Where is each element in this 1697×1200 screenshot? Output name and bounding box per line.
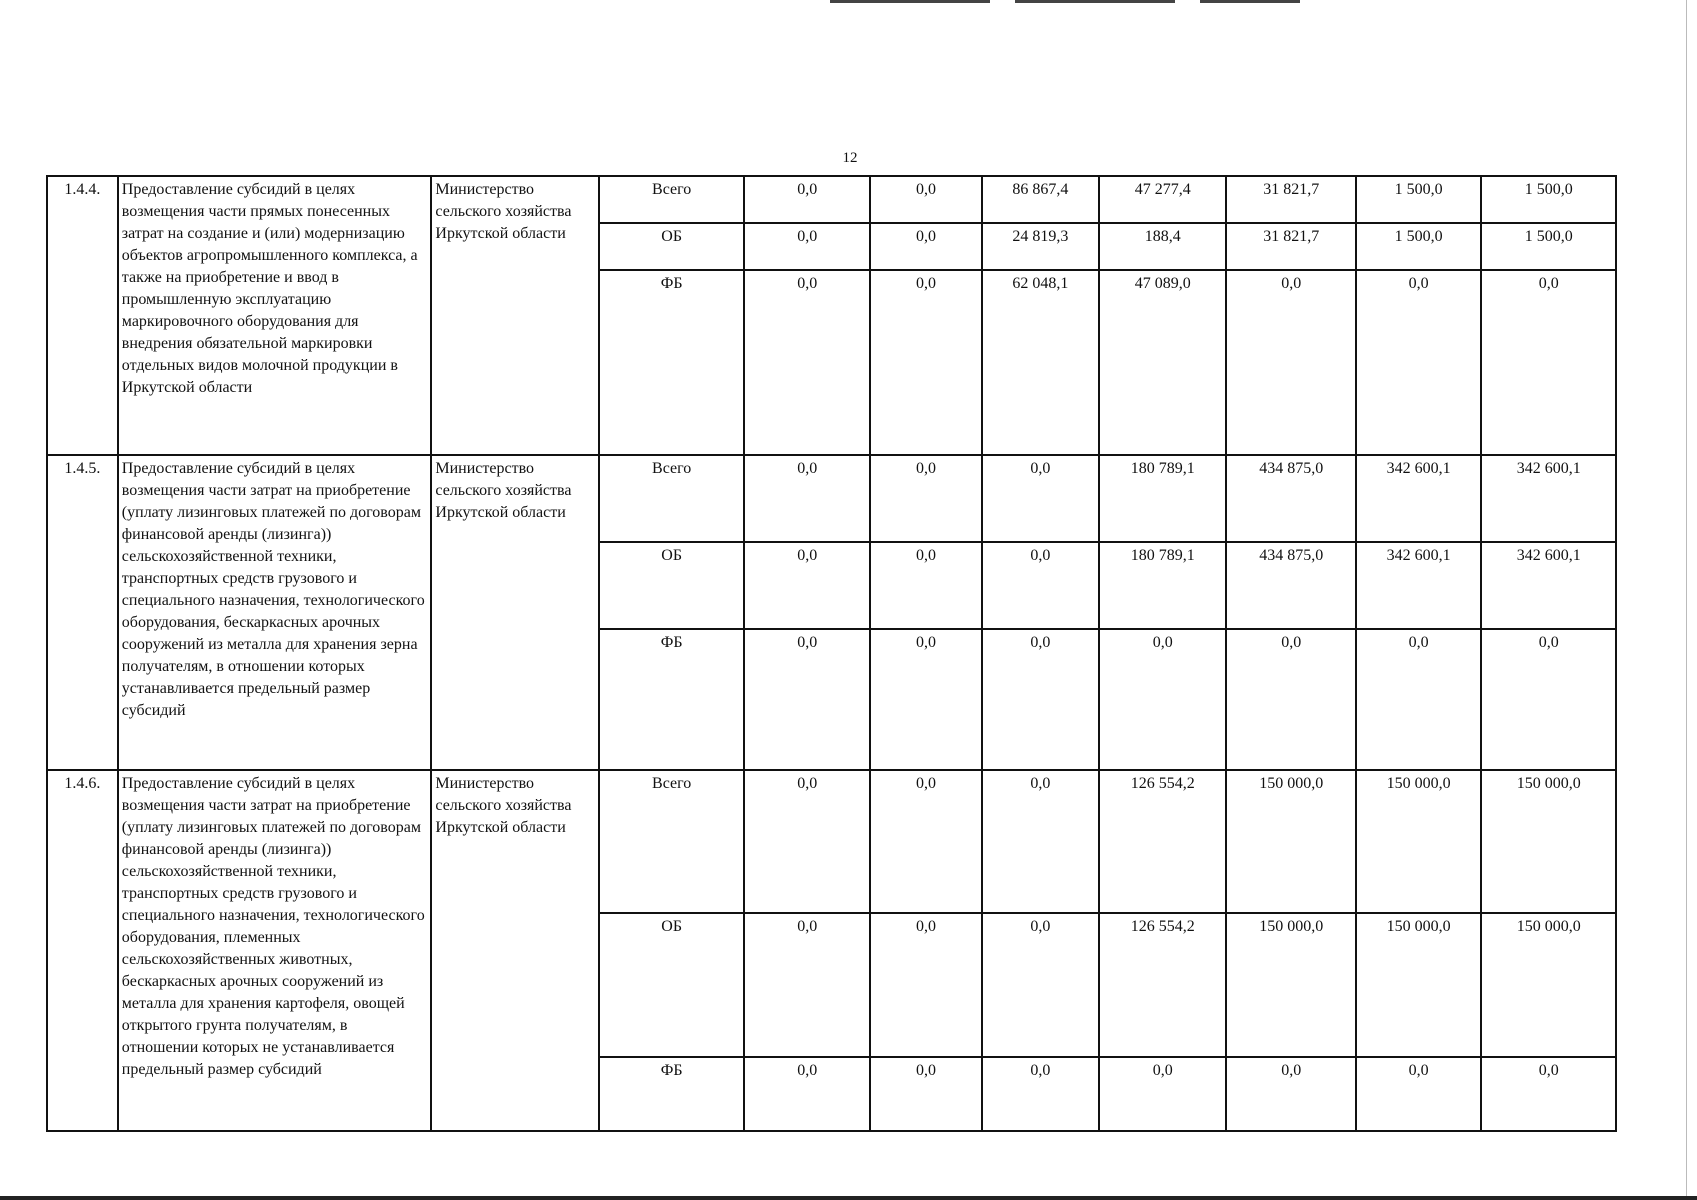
value-cell: 0,0 [744, 455, 870, 542]
value-cell: 434 875,0 [1226, 542, 1355, 629]
value-cell: 0,0 [870, 542, 981, 629]
value-cell: 0,0 [744, 176, 870, 223]
value-cell: 0,0 [1356, 1057, 1481, 1131]
table-row [47, 176, 1616, 223]
value-cell: 0,0 [744, 629, 870, 770]
scan-edge-bottom [0, 1196, 1697, 1200]
value-cell: 0,0 [870, 913, 981, 1057]
value-cell: 31 821,7 [1226, 176, 1355, 223]
value-cell: 1 500,0 [1481, 223, 1616, 270]
value-cell: 0,0 [1226, 1057, 1355, 1131]
value-cell: 0,0 [744, 1057, 870, 1131]
value-cell: 434 875,0 [1226, 455, 1355, 542]
funding-source: ФБ [599, 629, 744, 770]
value-cell: 126 554,2 [1099, 913, 1226, 1057]
funding-source: ОБ [599, 913, 744, 1057]
scan-edge-right [1686, 0, 1687, 1200]
value-cell: 1 500,0 [1356, 176, 1481, 223]
funding-source: Всего [599, 455, 744, 542]
value-cell: 0,0 [744, 542, 870, 629]
table-row [47, 455, 1616, 542]
value-cell: 0,0 [982, 1057, 1099, 1131]
value-cell: 0,0 [1356, 629, 1481, 770]
value-cell: 0,0 [870, 1057, 981, 1131]
measure-name: Предоставление субсидий в целях возмещения части затрат на приобретение (уплату лизинговых платежей по договорам финансовой аренды (лизинга)) сельскохозяйственной техники, транспортных средств грузового и специального назначения, технологического оборудования, племенных сельскохозяйственных животных, бескаркасных арочных сооружений из металла для хранения картофеля, овощей открытого грунта получателям, в отношении которых не устанавливается предельный размер субсидий [118, 770, 432, 1131]
page-number: 12 [842, 150, 858, 166]
value-cell: 150 000,0 [1226, 770, 1355, 913]
measure-name: Предоставление субсидий в целях возмещения части затрат на приобретение (уплату лизинговых платежей по договорам финансовой аренды (лизинга)) сельскохозяйственной техники, транспортных средств грузового и специального назначения, технологического оборудования, бескаркасных арочных сооружений из металла для хранения зерна получателям, в отношении которых устанавливается предельный размер субсидий [118, 455, 432, 770]
executor: Министерство сельского хозяйства Иркутской области [431, 455, 599, 770]
value-cell: 342 600,1 [1481, 542, 1616, 629]
value-cell: 0,0 [1099, 1057, 1226, 1131]
value-cell: 126 554,2 [1099, 770, 1226, 913]
funding-source: ФБ [599, 1057, 744, 1131]
funding-source: ФБ [599, 270, 744, 455]
value-cell: 0,0 [1099, 629, 1226, 770]
value-cell: 86 867,4 [982, 176, 1099, 223]
value-cell: 31 821,7 [1226, 223, 1355, 270]
funding-source: Всего [599, 770, 744, 913]
value-cell: 0,0 [870, 176, 981, 223]
value-cell: 0,0 [982, 542, 1099, 629]
value-cell: 0,0 [870, 455, 981, 542]
value-cell: 0,0 [744, 913, 870, 1057]
value-cell: 47 089,0 [1099, 270, 1226, 455]
executor: Министерство сельского хозяйства Иркутской области [431, 176, 599, 455]
value-cell: 0,0 [982, 913, 1099, 1057]
value-cell: 342 600,1 [1481, 455, 1616, 542]
executor: Министерство сельского хозяйства Иркутской области [431, 770, 599, 1131]
value-cell: 188,4 [1099, 223, 1226, 270]
value-cell: 62 048,1 [982, 270, 1099, 455]
program-measures-table [46, 175, 1617, 1132]
value-cell: 0,0 [1356, 270, 1481, 455]
row-number: 1.4.5. [47, 455, 118, 770]
value-cell: 0,0 [870, 270, 981, 455]
value-cell: 150 000,0 [1356, 913, 1481, 1057]
measure-name: Предоставление субсидий в целях возмещения части прямых понесенных затрат на создание и (или) модернизацию объектов агропромышленного комплекса, а также на приобретение и ввод в промышленную эксплуатацию маркировочного оборудования для внедрения обязательной маркировки отдельных видов молочной продукции в Иркутской области [118, 176, 432, 455]
table-row [47, 770, 1616, 913]
value-cell: 0,0 [870, 223, 981, 270]
row-number: 1.4.4. [47, 176, 118, 455]
value-cell: 0,0 [1481, 1057, 1616, 1131]
value-cell: 0,0 [744, 270, 870, 455]
value-cell: 342 600,1 [1356, 542, 1481, 629]
scan-edge-top [830, 0, 1300, 3]
funding-source: Всего [599, 176, 744, 223]
value-cell: 0,0 [1481, 629, 1616, 770]
value-cell: 150 000,0 [1481, 913, 1616, 1057]
value-cell: 24 819,3 [982, 223, 1099, 270]
value-cell: 1 500,0 [1356, 223, 1481, 270]
value-cell: 180 789,1 [1099, 542, 1226, 629]
value-cell: 0,0 [1481, 270, 1616, 455]
value-cell: 150 000,0 [1226, 913, 1355, 1057]
table-body [47, 176, 1616, 1131]
value-cell: 1 500,0 [1481, 176, 1616, 223]
value-cell: 0,0 [982, 455, 1099, 542]
value-cell: 0,0 [744, 770, 870, 913]
value-cell: 47 277,4 [1099, 176, 1226, 223]
value-cell: 0,0 [1226, 629, 1355, 770]
row-number: 1.4.6. [47, 770, 118, 1131]
value-cell: 0,0 [870, 629, 981, 770]
value-cell: 342 600,1 [1356, 455, 1481, 542]
value-cell: 150 000,0 [1481, 770, 1616, 913]
funding-source: ОБ [599, 542, 744, 629]
value-cell: 0,0 [1226, 270, 1355, 455]
value-cell: 180 789,1 [1099, 455, 1226, 542]
value-cell: 0,0 [982, 770, 1099, 913]
value-cell: 150 000,0 [1356, 770, 1481, 913]
value-cell: 0,0 [744, 223, 870, 270]
value-cell: 0,0 [982, 629, 1099, 770]
value-cell: 0,0 [870, 770, 981, 913]
funding-source: ОБ [599, 223, 744, 270]
